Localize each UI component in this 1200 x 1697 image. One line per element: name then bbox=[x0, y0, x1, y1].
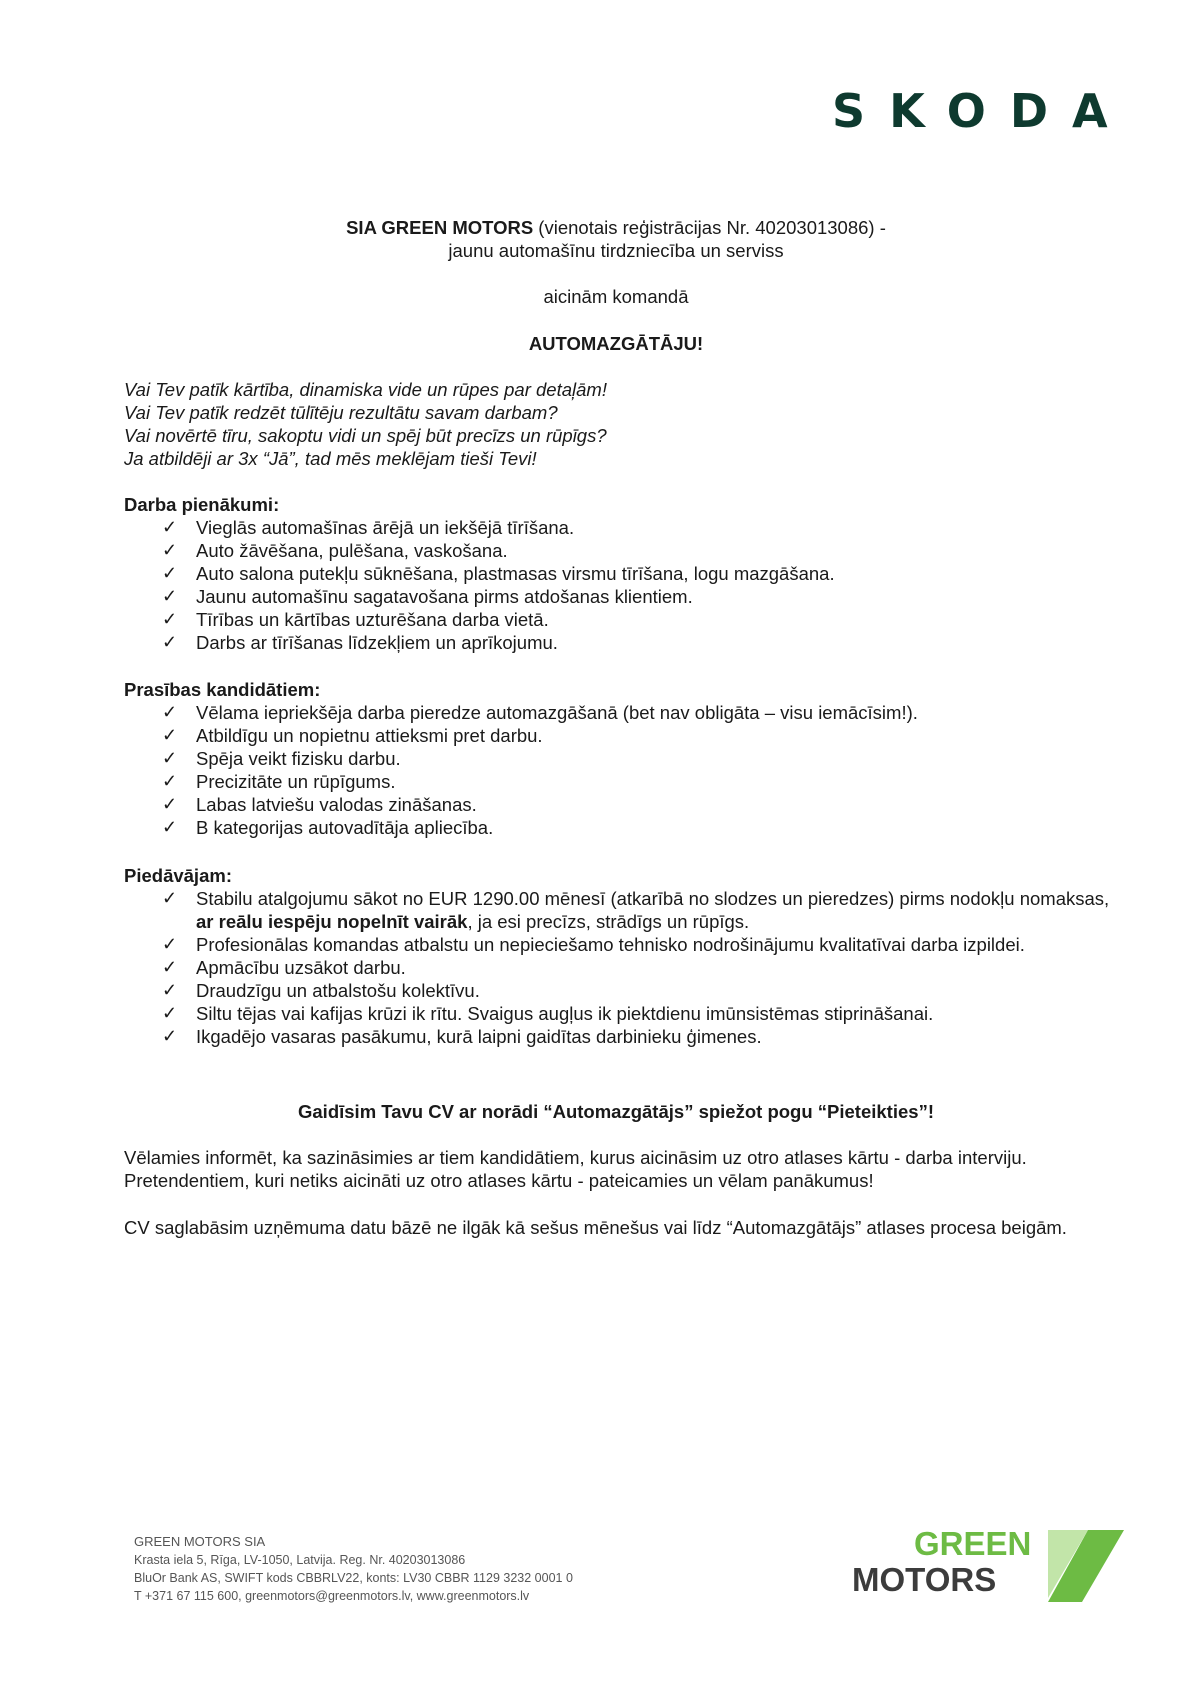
check-icon: ✓ bbox=[162, 748, 178, 768]
check-icon: ✓ bbox=[162, 1026, 178, 1046]
check-icon: ✓ bbox=[162, 771, 178, 791]
list-item: ✓ Vēlama iepriekšēja darba pieredze automazgāšanā (bet nav obligāta – visu iemācīsim!). bbox=[162, 702, 918, 723]
check-icon: ✓ bbox=[162, 794, 178, 814]
check-icon: ✓ bbox=[162, 957, 178, 977]
registration-number: (vienotais reģistrācijas Nr. 40203013086) - bbox=[533, 217, 886, 238]
requirements-section bbox=[124, 678, 1124, 839]
check-icon: ✓ bbox=[162, 817, 178, 837]
check-icon: ✓ bbox=[162, 540, 178, 560]
list-item: ✓ Jaunu automašīnu sagatavošana pirms atdošanas klientiem. bbox=[162, 586, 693, 607]
intro-questions bbox=[124, 378, 607, 470]
check-icon: ✓ bbox=[162, 632, 178, 652]
duties-section bbox=[124, 493, 1124, 654]
list-item: ✓ Labas latviešu valodas zināšanas. bbox=[162, 794, 477, 815]
check-icon: ✓ bbox=[162, 980, 178, 1000]
invite-text: aicinām komandā bbox=[543, 286, 689, 307]
intro-line: Vai Tev patīk redzēt tūlītēju rezultātu savam darbam? bbox=[124, 402, 558, 423]
intro-line: Vai Tev patīk kārtība, dinamiska vide un rūpes par detaļām! bbox=[124, 379, 607, 400]
intro-line: Ja atbildēji ar 3x “Jā”, tad mēs meklējam tieši Tevi! bbox=[124, 448, 537, 469]
list-item: ✓ Draudzīgu un atbalstošu kolektīvu. bbox=[162, 980, 480, 1001]
footer-company: GREEN MOTORS SIA bbox=[134, 1534, 266, 1549]
offer-title: Piedāvājam: bbox=[124, 865, 232, 886]
list-item: ✓ Darbs ar tīrīšanas līdzekļiem un aprīkojumu. bbox=[162, 632, 558, 653]
company-subtitle: jaunu automašīnu tirdzniecība un serviss bbox=[448, 240, 784, 261]
list-item: ✓ Auto žāvēšana, pulēšana, vaskošana. bbox=[162, 540, 508, 561]
footer-address: Krasta iela 5, Rīga, LV-1050, Latvija. Reg. Nr. 40203013086 bbox=[134, 1553, 466, 1567]
logo-motors-text: MOTORS bbox=[852, 1561, 997, 1598]
check-icon: ✓ bbox=[162, 609, 178, 629]
company-line bbox=[0, 216, 1200, 239]
list-item: ✓ Atbildīgu un nopietnu attieksmi pret darbu. bbox=[162, 725, 543, 746]
logo-green-text: GREEN bbox=[914, 1525, 1032, 1562]
cv-note-paragraph: CV saglabāsim uzņēmuma datu bāzē ne ilgāk kā sešus mēnešus vai līdz “Automazgātājs” atlases procesa beigām. bbox=[124, 1217, 1067, 1238]
list-item: ✓ B kategorijas autovadītāja apliecība. bbox=[162, 817, 494, 838]
duties-title: Darba pienākumi: bbox=[124, 494, 280, 515]
intro-line: Vai novērtē tīru, sakoptu vidi un spēj būt precīzs un rūpīgs? bbox=[124, 425, 607, 446]
check-icon: ✓ bbox=[162, 586, 178, 606]
requirements-title: Prasības kandidātiem: bbox=[124, 679, 321, 700]
green-motors-logo bbox=[852, 1526, 1122, 1604]
list-item: ✓ Stabilu atalgojumu sākot no EUR 1290.00 mēnesī (atkarībā no slodzes un pieredzes) pirms nodokļu nomaksas, ar reālu iespēju nopelnīt vairāk, ja esi precīzs, strādīgs un rūpīgs. bbox=[162, 888, 1110, 932]
offer-section bbox=[124, 864, 1124, 1048]
closing-call-to-action: Gaidīsim Tavu CV ar norādi “Automazgātājs” spiežot pogu “Pieteikties”! bbox=[298, 1101, 934, 1122]
check-icon: ✓ bbox=[162, 888, 178, 908]
list-item: ✓ Ikgadējo vasaras pasākumu, kurā laipni gaidītas darbinieku ģimenes. bbox=[162, 1026, 762, 1047]
list-item: ✓ Apmācību uzsākot darbu. bbox=[162, 957, 406, 978]
salary-highlight: ar reālu iespēju nopelnīt vairāk bbox=[196, 911, 468, 932]
footer-contacts: T +371 67 115 600, greenmotors@greenmotors.lv, www.greenmotors.lv bbox=[134, 1589, 530, 1603]
check-icon: ✓ bbox=[162, 934, 178, 954]
check-icon: ✓ bbox=[162, 702, 178, 722]
skoda-logo: SKODA bbox=[832, 84, 1132, 138]
list-item: ✓ Tīrības un kārtības uzturēšana darba vietā. bbox=[162, 609, 549, 630]
list-item: ✓ Vieglās automašīnas ārējā un iekšējā tīrīšana. bbox=[162, 517, 575, 538]
company-name: SIA GREEN MOTORS bbox=[346, 217, 534, 238]
list-item: ✓ Siltu tējas vai kafijas krūzi ik rītu. Svaigus augļus ik piektdienu imūnsistēmas stiprināšanai. bbox=[162, 1003, 934, 1024]
notice-paragraph: Vēlamies informēt, ka sazināsimies ar tiem kandidātiem, kurus aicināsim uz otro atlases kārtu - darba interviju. Pretendentiem, kuri netiks aicināti uz otro atlases kārtu - pateicamies un vēlam panākumus! bbox=[124, 1147, 1027, 1191]
check-icon: ✓ bbox=[162, 725, 178, 745]
footer bbox=[134, 1533, 573, 1605]
list-item: ✓ Profesionālas komandas atbalstu un nepieciešamo tehnisko nodrošinājumu kvalitatīvai darba izpildei. bbox=[162, 934, 1025, 955]
footer-bank: BluOr Bank AS, SWIFT kods CBBRLV22, konts: LV30 CBBR 1129 3232 0001 0 bbox=[134, 1571, 573, 1585]
check-icon: ✓ bbox=[162, 517, 178, 537]
logo-mark-icon bbox=[1048, 1530, 1124, 1602]
list-item: ✓ Precizitāte un rūpīgums. bbox=[162, 771, 396, 792]
list-item: ✓ Auto salona putekļu sūknēšana, plastmasas virsmu tīrīšana, logu mazgāšana. bbox=[162, 563, 835, 584]
check-icon: ✓ bbox=[162, 1003, 178, 1023]
list-item: ✓ Spēja veikt fizisku darbu. bbox=[162, 748, 401, 769]
position-title: AUTOMAZGĀTĀJU! bbox=[528, 333, 704, 354]
check-icon: ✓ bbox=[162, 563, 178, 583]
